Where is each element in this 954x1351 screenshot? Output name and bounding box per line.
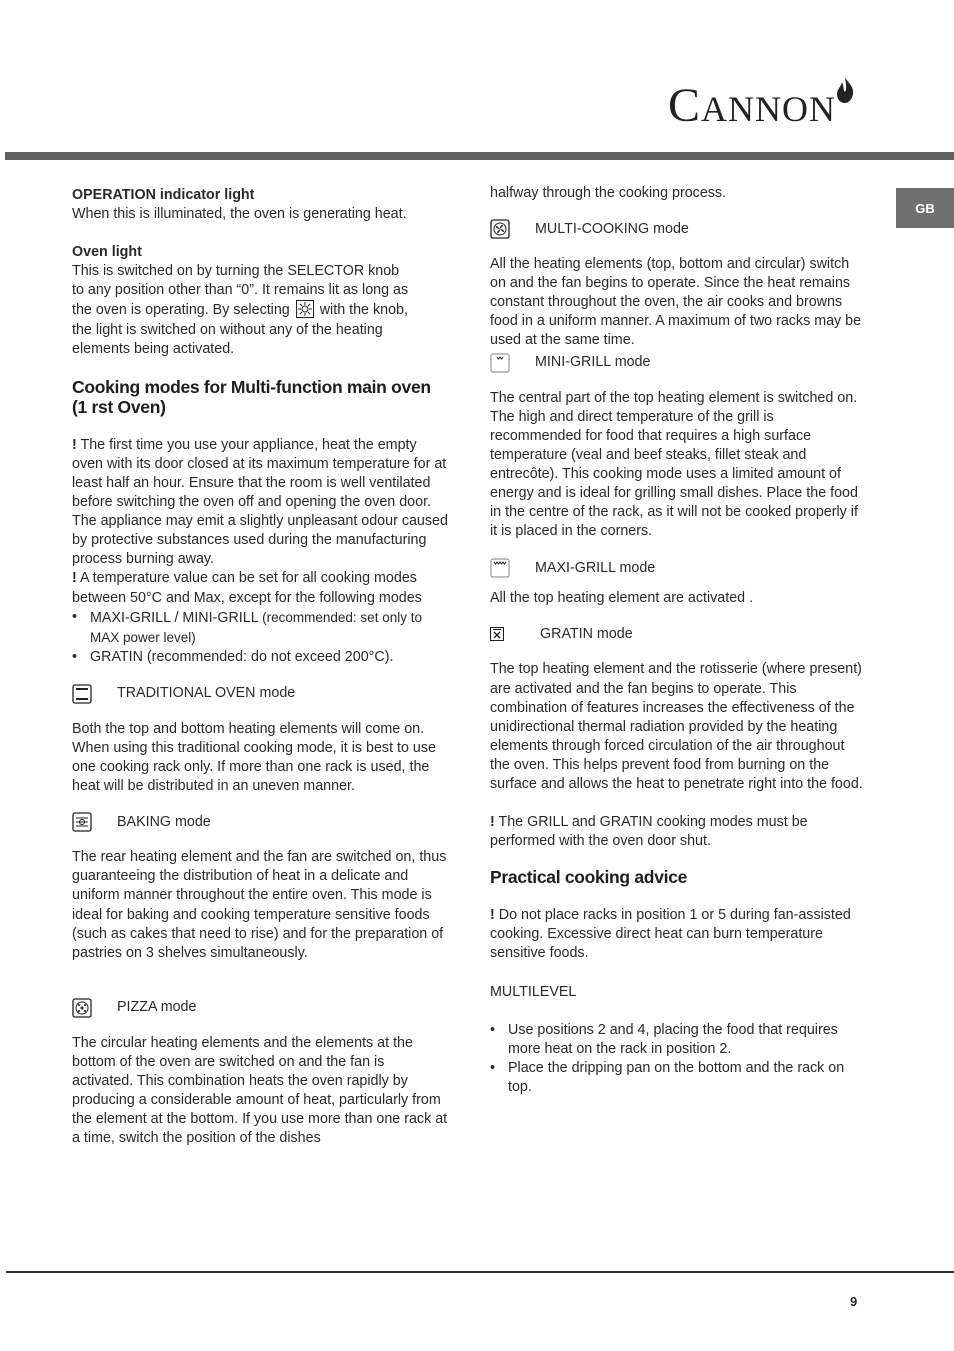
list-item: • Place the dripping pan on the bottom and the rack on top. xyxy=(490,1059,845,1095)
gratin-text: The top heating element and the rotisserie (where present) are activated and the fan begins to operate. This combination of features increases the effectiveness of the unidirectional thermal radiation provided by the heating elements through forced circulation of the air throughout the oven. This helps prevent food from burning on the surface and allows the heat to penetrate right into the food. xyxy=(490,661,863,792)
traditional-text: Both the top and bottom heating elements will come on. When using this traditional cooking mode, it is best to use one cooking rack only. If more than one rack is used, the heat will be distributed in an uneven manner. xyxy=(72,720,436,795)
header-rule xyxy=(5,152,954,160)
mode-traditional: TRADITIONAL OVEN mode xyxy=(72,682,448,706)
mode-pizza: PIZZA mode xyxy=(72,996,448,1020)
continued-text: halfway through the cooking process. xyxy=(490,185,727,201)
brand-wordmark: CANNON xyxy=(668,79,837,132)
multi-cooking-fan-icon xyxy=(490,219,510,239)
baking-text: The rear heating element and the fan are switched on, thus guaranteeing the distribution of heat in a delicate and uniform manner throughout the entire oven. This mode is ideal for baking and cooking temperature sensitive foods (such as cakes that need to rise) and for the preparation of pastries on 3 shelves simultaneously. xyxy=(72,849,447,961)
page-number: 9 xyxy=(850,1294,858,1309)
mode-baking: BAKING mode xyxy=(72,810,448,834)
practical-advice-title: Practical cooking advice xyxy=(490,867,688,888)
cooking-modes-title: Cooking modes for Multi-function main oven (1 rst Oven) xyxy=(72,376,431,417)
footer-rule xyxy=(6,1271,954,1273)
operation-light-heading: OPERATION indicator light xyxy=(72,187,255,203)
gratin-icon xyxy=(490,627,504,641)
warning-first-use: ! The first time you use your appliance, heat the empty oven with its door closed at its maximum temperature for at least half an hour. Ensure that the room is well ventilated before switching the oven off and opening the oven door. The appliance may emit a slightly unpleasant odour caused by protective substances used during the manufacturing process burning away. xyxy=(72,436,448,568)
mode-maxi-grill: MAXI-GRILL mode xyxy=(490,556,866,580)
list-item: • MAXI-GRILL / MINI-GRILL (recommended: set only to MAX power level) xyxy=(72,608,422,645)
warning-grill-door: ! The GRILL and GRATIN cooking modes must be performed with the oven door shut. xyxy=(490,814,808,850)
mini-grill-text: The central part of the top heating element is switched on. The high and direct temperature of the grill is recommended for food that requires a high surface temperature (veal and beef steaks, fillet steak and entrecôte). This cooking mode uses a limited amount of energy and is ideal for grilling small dishes. Place the food in the centre of the rack, as it will not be cooked properly if it is placed in the corners. xyxy=(490,389,858,540)
oven-light-text-line: elements being activated. xyxy=(72,340,235,357)
oven-light-text-line: the light is switched on without any of the heating xyxy=(72,321,383,338)
operation-light-text: When this is illuminated, the oven is generating heat. xyxy=(72,206,407,223)
oven-light-icon xyxy=(296,300,314,318)
flame-icon xyxy=(834,76,856,104)
traditional-oven-icon xyxy=(72,684,92,704)
oven-light-text-line: the oven is operating. By selecting with the knob, xyxy=(72,302,408,319)
list-item: • GRATIN (recommended: do not exceed 200°C). xyxy=(72,648,394,665)
warning-racks: ! Do not place racks in position 1 or 5 during fan-assisted cooking. Excessive direct heat can burn temperature sensitive foods. xyxy=(490,907,851,962)
mode-gratin: GRATIN mode xyxy=(490,622,866,646)
warning-temperature: ! A temperature value can be set for all cooking modes between 50°C and Max, except for the following modes xyxy=(72,570,422,606)
oven-light-text-line: This is switched on by turning the SELECTOR knob xyxy=(72,263,400,280)
language-tab: GB xyxy=(896,188,954,228)
baking-icon xyxy=(72,812,92,832)
mode-mini-grill: MINI-GRILL mode xyxy=(490,351,866,375)
list-item: • Use positions 2 and 4, placing the food that requires more heat on the rack in position 2. xyxy=(490,1021,838,1057)
brand-logo xyxy=(668,74,900,134)
maxi-grill-icon xyxy=(490,558,510,578)
maxi-grill-text: All the top heating element are activated . xyxy=(490,590,754,607)
mode-multi-cooking: MULTI-COOKING mode xyxy=(490,217,866,241)
mini-grill-icon xyxy=(490,353,510,373)
oven-light-heading: Oven light xyxy=(72,244,142,261)
pizza-text: The circular heating elements and the elements at the bottom of the oven are switched on and the fan is activated. This combination heats the oven rapidly by producing a considerable amount of heat, particularly from the element at the bottom. If you use more than one rack at a time, switch the position of the dishes xyxy=(72,1034,448,1147)
multilevel-heading: MULTILEVEL xyxy=(490,983,577,1000)
right-column xyxy=(490,184,866,1097)
pizza-icon xyxy=(72,998,92,1018)
multi-cooking-text: All the heating elements (top, bottom and circular) switch on and the fan begins to operate. Since the heat remains constant throughout the oven, the air cooks and browns food in a uniform manner. A maximum of two racks may be used at the same time. xyxy=(490,256,862,349)
oven-light-text-line: to any position other than “0”. It remains lit as long as xyxy=(72,282,409,299)
left-column xyxy=(72,186,448,1148)
